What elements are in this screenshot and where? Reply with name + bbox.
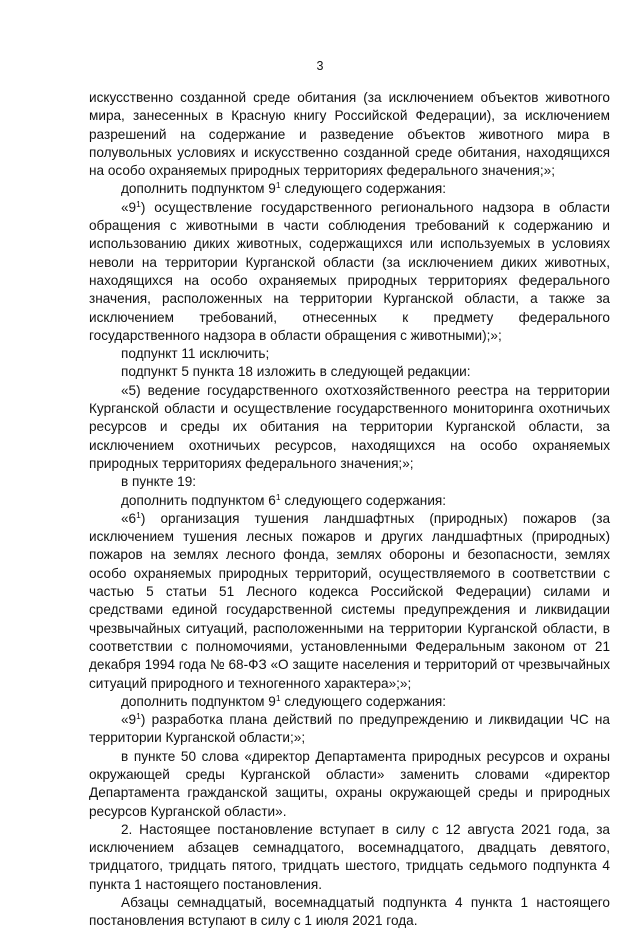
paragraph-subpoint-9-1-plan bbox=[89, 711, 610, 748]
paragraph-text: «9 bbox=[121, 712, 137, 728]
superscript: 1 bbox=[136, 711, 141, 722]
paragraph-add-subpoint-6-1 bbox=[89, 492, 610, 510]
paragraph-text: дополнить подпунктом 9 bbox=[121, 693, 276, 709]
superscript: 1 bbox=[275, 491, 281, 502]
superscript: 1 bbox=[275, 692, 281, 703]
superscript: 1 bbox=[136, 198, 141, 209]
paragraph-text: ) разработка плана действий по предупреждению и ликвидации ЧС на территории Курганской области;»; bbox=[89, 712, 610, 746]
page-number: 3 bbox=[316, 59, 324, 73]
paragraph-subpoint-9-1-text bbox=[89, 199, 610, 345]
paragraph-subpoint-6-1-text bbox=[89, 510, 610, 693]
paragraph-point-19: в пункте 19: bbox=[121, 474, 197, 490]
superscript: 1 bbox=[275, 180, 281, 191]
paragraph-add-subpoint-9-1-second bbox=[89, 693, 610, 711]
paragraph-text: следующего содержания: bbox=[280, 492, 447, 508]
paragraph-text: «6 bbox=[121, 510, 137, 526]
superscript: 1 bbox=[136, 509, 141, 520]
paragraph-text: следующего содержания: bbox=[280, 181, 447, 197]
paragraph-subpoint-5-text: «5) ведение государственного охотхозяйственного реестра на территории Курганской области и осуществление государственного мониторинга охотничьих ресурсов и среды их обитания на территории Курганской области, за исключением охотничьих ресурсов, находящихся на особо охраняемых природных территориях федерального значения;»; bbox=[89, 382, 610, 471]
document-body bbox=[89, 89, 610, 931]
paragraph-add-subpoint-9-1 bbox=[89, 180, 610, 198]
paragraph-text: дополнить подпунктом 9 bbox=[121, 181, 276, 197]
paragraph-text: ) осуществление государственного регионального надзора в области обращения с животными в части соблюдения требований к содержанию и использованию диких животных, содержащихся или используемых в условиях неволи на территории Курганской области (за исключением диких животных, находящихся на особо охраняемых природных территориях федерального значения, расположенных на территории Курганской области, а также за исключением требований, отнесенных к предмету федерального государственного надзора в области обращения с животными);»; bbox=[89, 199, 610, 343]
paragraph-continuation: искусственно созданной среде обитания (за исключением объектов животного мира, занесенных в Красную книгу Российской Федерации), за исключением разрешений на содержание и разведение объектов животного мира в полувольных условиях и искусственно созданной среде обитания, находящихся на особо охраняемых природных территориях федерального значения;»; bbox=[89, 90, 610, 179]
paragraph-effective-date: 2. Настоящее постановление вступает в силу с 12 августа 2021 года, за исключением абзацев семнадцатого, восемнадцатого, двадцать девятого, тридцатого, тридцать пятого, тридцать шестого, тридцать седьмого подпункта 4 пункта 1 настоящего постановления. bbox=[89, 821, 610, 892]
paragraph-point-50: в пункте 50 слова «директор Департамента природных ресурсов и охраны окружающей среды Курганской области» заменить словами «директор Департамента гражданской защиты, охраны окружающей среды и природных ресурсов Курганской области». bbox=[89, 748, 610, 819]
paragraph-exclude-subpoint-11: подпункт 11 исключить; bbox=[121, 346, 270, 362]
paragraph-text: «9 bbox=[121, 199, 137, 215]
paragraph-text: следующего содержания: bbox=[280, 693, 447, 709]
paragraph-effective-date-exceptions: Абзацы семнадцатый, восемнадцатый подпункта 4 пункта 1 настоящего постановления вступают в силу с 1 июля 2021 года. bbox=[89, 895, 610, 929]
paragraph-subpoint-5-point-18: подпункт 5 пункта 18 изложить в следующей редакции: bbox=[121, 364, 471, 380]
paragraph-text: дополнить подпунктом 6 bbox=[121, 492, 276, 508]
paragraph-text: ) организация тушения ландшафтных (природных) пожаров (за исключением тушения лесных пожаров и других ландшафтных (природных) пожаров на землях лесного фонда, землях обороны и безопасности, землях особо охраняемых природных территорий, осуществляемого в соответствии с частью 5 статьи 51 Лесного кодекса Российской Федерации) силами и средствами единой государственной системы предупреждения и ликвидации чрезвычайных ситуаций, расположенными на территории Курганской области, в соответствии с полномочиями, установленными Федеральным законом от 21 декабря 1994 года № 68-ФЗ «О защите населения и территорий от чрезвычайных ситуаций природного и техногенного характера»;»; bbox=[89, 510, 610, 691]
